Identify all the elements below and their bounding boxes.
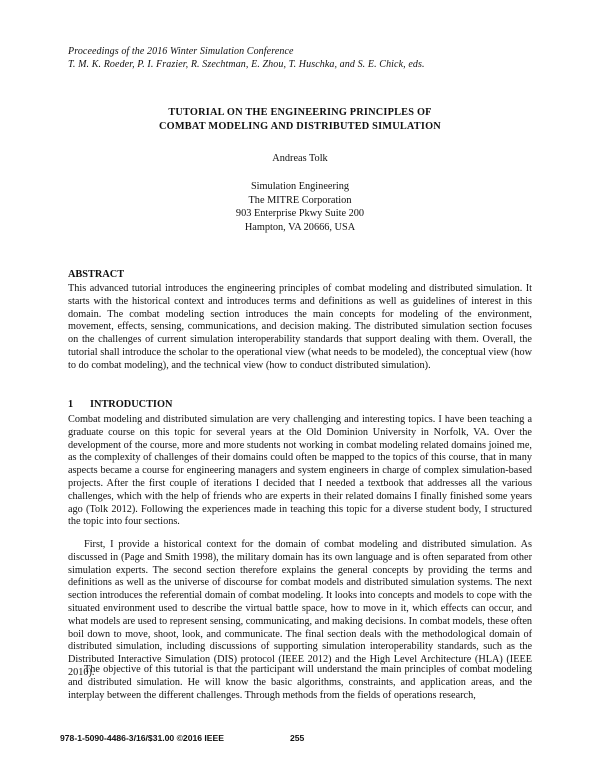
page-number: 255 xyxy=(290,733,305,743)
affiliation-line: Simulation Engineering xyxy=(250,181,350,192)
abstract-heading: ABSTRACT xyxy=(68,269,125,280)
section-title: INTRODUCTION xyxy=(90,399,173,410)
footer-isbn: 978-1-5090-4486-3/16/$31.00 ©2016 IEEE xyxy=(60,733,225,743)
affiliation-line: Hampton, VA 20666, USA xyxy=(244,221,356,233)
intro-paragraph-1: Combat modeling and distributed simulation are very challenging and interesting topics. I have been teaching a graduate course on this topic for several years at the Old Dominion University in Norfolk, VA. Over the development of the course, more and more students not working in combat modeling related domains joined me, as the complexity of challenges of their domains could often be mapped to the topics of this course, that in many aspects became a course for engineering managers and system engineers in charge of complex simulation-based projects. After the first couple of iterations I decided that I needed a textbook that addresses all the various challenges, which with the help of friends who are experts in their related domains I finally finished some years ago (Tolk 2012). Following the experiences made in teaching this topic for a diverse student body, I structured the topic into four sections. xyxy=(68,414,532,528)
affiliation-line: The MITRE Corporation xyxy=(248,194,352,206)
paper-title xyxy=(68,106,532,134)
affiliation-line: 903 Enterprise Pkwy Suite 200 xyxy=(235,208,365,219)
author-name: Andreas Tolk xyxy=(272,153,328,164)
author-affiliation xyxy=(68,180,532,234)
title-line-2: COMBAT MODELING AND DISTRIBUTED SIMULATION xyxy=(159,121,441,132)
abstract-text: This advanced tutorial introduces the engineering principles of combat modeling and distributed simulation. It starts with the historical context and introduces terms and definitions as well as guidelines of interest in this domain. The combat modeling section introduces the main concepts for modeling of the environment, movement, effects, sensing, communications, and decision making. The distributed simulation section focuses on the challenges of current simulation interoperability standards that support dealing with them. Overall, the tutorial shall introduce the scholar to the operational view (what needs to be modeled), the conceptual view (how to do combat modeling), and the technical view (how to conduct distributed simulation). xyxy=(68,283,532,371)
intro-paragraph-2: First, I provide a historical context for the domain of combat modeling and distributed simulation. As discussed in (Page and Smith 1998), the military domain has its own language and is often separated from other simulation experts. The second section therefore explains the general concepts by providing the terms and definitions as well as the universe of discourse for combat models and distributed simulation systems. The next section introduces the referential domain of combat modeling. It looks into concepts and models to cope with the situated environment used to describe the virtual battle space, how to move in it, which effects can occur, and what models are used to represent sensing, communicating, and making decisions. In combat models, these often boil down to move, shoot, look, and communicate. The final section deals with the methodological domain of distributed simulation, including discussions of supporting simulation interoperability standards, such as the Distributed Interactive Simulation (DIS) protocol (IEEE 2012) and the High Level Architecture (HLA) (IEEE 2010). xyxy=(68,539,532,678)
proceedings-line: Proceedings of the 2016 Winter Simulation Conference xyxy=(68,46,294,57)
conference-header xyxy=(68,45,538,71)
section-heading-introduction xyxy=(68,398,172,411)
section-number: 1 xyxy=(68,399,74,410)
editors-line: T. M. K. Roeder, P. I. Frazier, R. Szechtman, E. Zhou, T. Huschka, and S. E. Chick, eds. xyxy=(68,59,425,70)
title-line-1: TUTORIAL ON THE ENGINEERING PRINCIPLES OF xyxy=(168,107,432,118)
intro-paragraph-3: The objective of this tutorial is that the participant will understand the main principles of combat modeling and distributed simulation. He will know the basic algorithms, constraints, and application areas, and the interplay between the different challenges. Through methods from the fields of operations research, xyxy=(68,664,532,701)
